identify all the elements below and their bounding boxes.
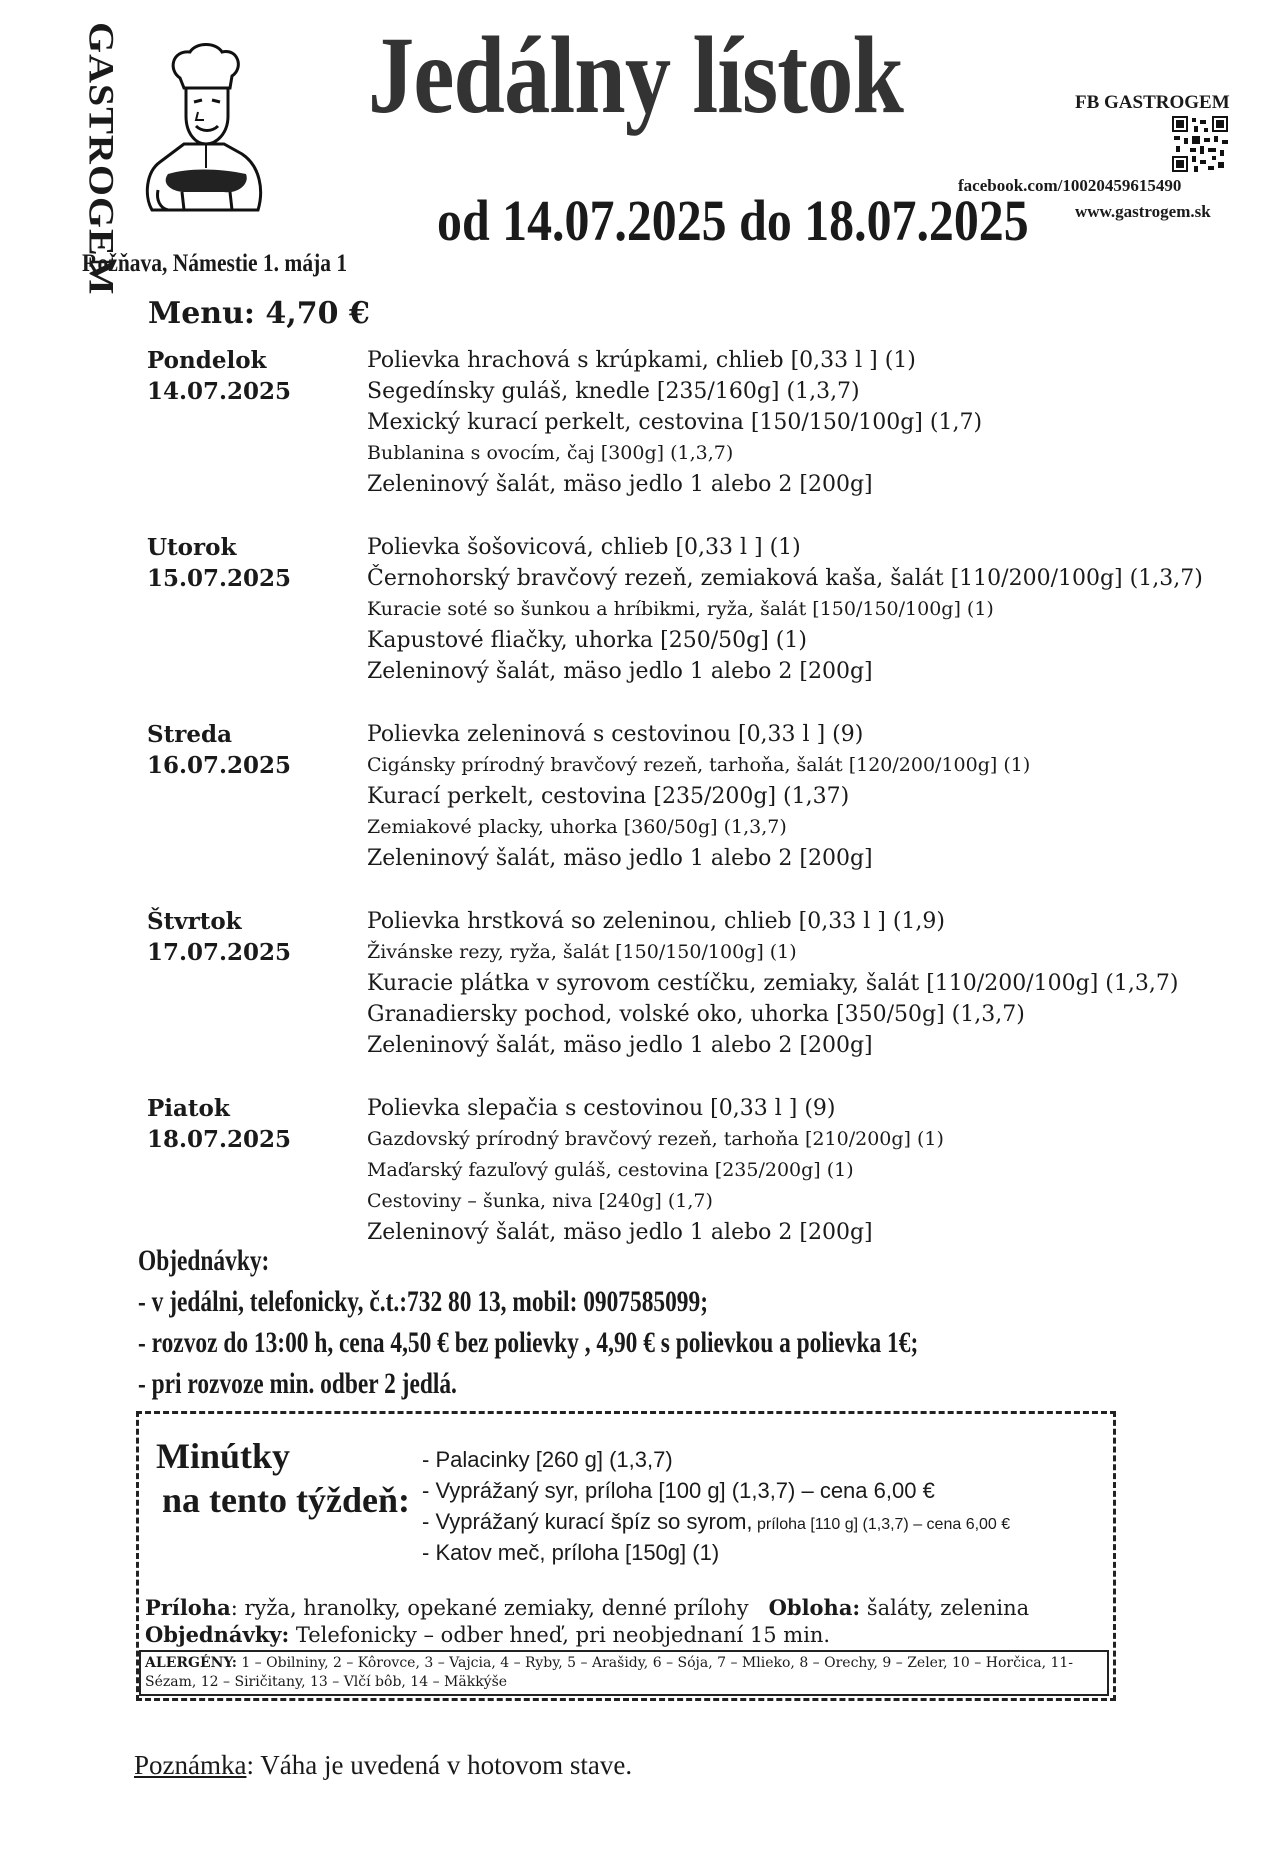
minutky-item: - Palacinky [260 g] (1,3,7) — [422, 1447, 673, 1472]
dish-list — [367, 532, 1203, 687]
obloha-text: šaláty, zelenina — [860, 1596, 1030, 1620]
dish-item: Mexický kurací perkelt, cestovina [150/150/100g] (1,7) — [367, 410, 983, 435]
orders-line: - rozvoz do 13:00 h, cena 4,50 € bez polievky , 4,90 € s polievkou a polievka 1€; — [138, 1326, 919, 1359]
facebook-url: facebook.com/100204596154​90 — [958, 176, 1182, 195]
page-title: Jedálny lístok — [368, 14, 904, 136]
minutky-item — [422, 1506, 1010, 1537]
dish-item: Zeleninový šalát, mäso jedlo 1 alebo 2 [200g] — [367, 472, 873, 497]
website-url: www.gastrogem.sk — [1075, 202, 1211, 221]
dish-list — [367, 906, 1178, 1061]
day-name: Pondelok — [147, 347, 267, 374]
dish-list — [367, 345, 982, 500]
dish-item: Maďarský fazuľový guláš, cestovina [235/200g] (1) — [367, 1159, 854, 1181]
dish-item: Černohorský bravčový rezeň, zemiaková kaša, šalát [110/200/100g] (1,3,7) — [367, 566, 1203, 591]
note-label: Poznámka — [134, 1750, 247, 1780]
orders-section — [138, 1240, 918, 1404]
dish-item: Zeleninový šalát, mäso jedlo 1 alebo 2 [200g] — [367, 1033, 873, 1058]
dish-item: Cigánsky prírodný bravčový rezeň, tarhoňa, šalát [120/200/100g] (1) — [367, 754, 1031, 776]
restaurant-address: Rožňava, Námestie 1. mája 1 — [82, 250, 348, 277]
dish-item: Bublanina s ovocím, čaj [300g] (1,3,7) — [367, 442, 734, 464]
dish-list — [367, 1093, 944, 1248]
note-text: : Váha je uvedená v hotovom stave. — [246, 1750, 633, 1780]
minutky-title-line: na tento týždeň: — [162, 1480, 410, 1520]
dish-item: Kuracie soté so šunkou a hríbikmi, ryža, šalát [150/150/100g] (1) — [367, 598, 994, 620]
minutky-orders-text: Telefonicky – odber hneď, pri neobjednaní 15 min. — [289, 1623, 831, 1647]
dish-item: Zeleninový šalát, mäso jedlo 1 alebo 2 [200g] — [367, 1220, 873, 1245]
day-date: 15.07.2025 — [147, 565, 292, 592]
date-range: od 14.07.2025 do 18.07.2025 — [437, 188, 1029, 253]
dish-item: Kurací perkelt, cestovina [235/200g] (1,37) — [367, 784, 850, 809]
day-date: 14.07.2025 — [147, 378, 292, 405]
note — [134, 1750, 632, 1781]
dish-item: Živánske rezy, ryža, šalát [150/150/100g] (1) — [367, 941, 797, 963]
side-dishes-line — [145, 1595, 1029, 1620]
allergens-legend — [139, 1650, 1109, 1696]
minutky-item: - Katov meč, príloha [150g] (1) — [422, 1540, 720, 1565]
day-date: 17.07.2025 — [147, 939, 292, 966]
minutky-orders-label: Objednávky: — [145, 1622, 290, 1647]
dish-item: Zeleninový šalát, mäso jedlo 1 alebo 2 [200g] — [367, 659, 873, 684]
minutky-item: - Vyprážaný syr, príloha [100 g] (1,3,7) – cena 6,00 € — [422, 1478, 935, 1503]
minutky-list — [422, 1444, 1010, 1568]
dish-item: Kuracie plátka v syrovom cestíčku, zemiaky, šalát [110/200/100g] (1,3,7) — [367, 971, 1179, 996]
orders-line: - pri rozvoze min. odber 2 jedlá. — [138, 1367, 457, 1400]
day-name: Piatok — [147, 1095, 230, 1122]
chef-icon — [138, 40, 268, 215]
facebook-label: FB GASTROGEM — [1075, 92, 1230, 113]
dish-item: Cestoviny – šunka, niva [240g] (1,7) — [367, 1190, 713, 1212]
minutky-orders-line — [145, 1622, 830, 1647]
obloha-label: Obloha: — [768, 1595, 861, 1620]
minutky-item-detail: príloha [110 g] (1,3,7) – cena 6,00 € — [752, 1516, 1011, 1533]
minutky-item-text: - Vyprážaný kurací špíz so syrom, — [422, 1509, 753, 1534]
day-date: 18.07.2025 — [147, 1126, 292, 1153]
priloha-label: Príloha — [145, 1595, 231, 1620]
orders-line: - v jedálni, telefonicky, č.t.:732 80 13, mobil: 0907585099; — [138, 1285, 709, 1318]
dish-item: Kapustové fliačky, uhorka [250/50g] (1) — [367, 628, 807, 653]
dish-list — [367, 719, 1030, 874]
allergens-text: 1 – Obilniny, 2 – Kôrovce, 3 – Vajcia, 4 – Ryby, 5 – Arašidy, 6 – Sója, 7 – Mlieko, 8 – Orechy, 9 – Zeler, 10 – Horčica, 11- Sézam, 12 – Siričitany, 13 – Vlčí bôb, 14 – Mäkkýše — [145, 1655, 1074, 1690]
priloha-text: : ryža, hranolky, opekané zemiaky, denné prílohy — [230, 1596, 749, 1620]
allergens-label: ALERGÉNY: — [145, 1655, 237, 1671]
dish-item: Polievka zeleninová s cestovinou [0,33 l ] (9) — [367, 722, 864, 747]
dish-item: Segedínsky guláš, knedle [235/160g] (1,3,7) — [367, 379, 860, 404]
dish-item: Gazdovský prírodný bravčový rezeň, tarhoňa [210/200g] (1) — [367, 1128, 944, 1150]
dish-item: Polievka šošovicová, chlieb [0,33 l ] (1) — [367, 535, 801, 560]
dish-item: Polievka hrstková so zeleninou, chlieb [0,33 l ] (1,9) — [367, 909, 945, 934]
day-name: Utorok — [147, 534, 237, 561]
day-date: 16.07.2025 — [147, 752, 292, 779]
menu-price: Menu: 4,70 € — [148, 296, 370, 331]
dish-item: Polievka hrachová s krúpkami, chlieb [0,33 l ] (1) — [367, 348, 916, 373]
orders-title: Objednávky: — [138, 1244, 270, 1277]
dish-item: Zemiakové placky, uhorka [360/50g] (1,3,7) — [367, 816, 787, 838]
minutky-title-line: Minútky — [156, 1436, 291, 1476]
dish-item: Zeleninový šalát, mäso jedlo 1 alebo 2 [200g] — [367, 846, 873, 871]
day-name: Streda — [147, 721, 232, 748]
brand-name: GASTROGEM — [81, 22, 122, 296]
qr-code-icon — [1172, 116, 1228, 172]
minutky-title — [156, 1434, 410, 1522]
dish-item: Polievka slepačia s cestovinou [0,33 l ] (9) — [367, 1096, 836, 1121]
dish-item: Granadiersky pochod, volské oko, uhorka [350/50g] (1,3,7) — [367, 1002, 1025, 1027]
day-name: Štvrtok — [147, 908, 242, 935]
brand-logo-text — [78, 22, 138, 296]
